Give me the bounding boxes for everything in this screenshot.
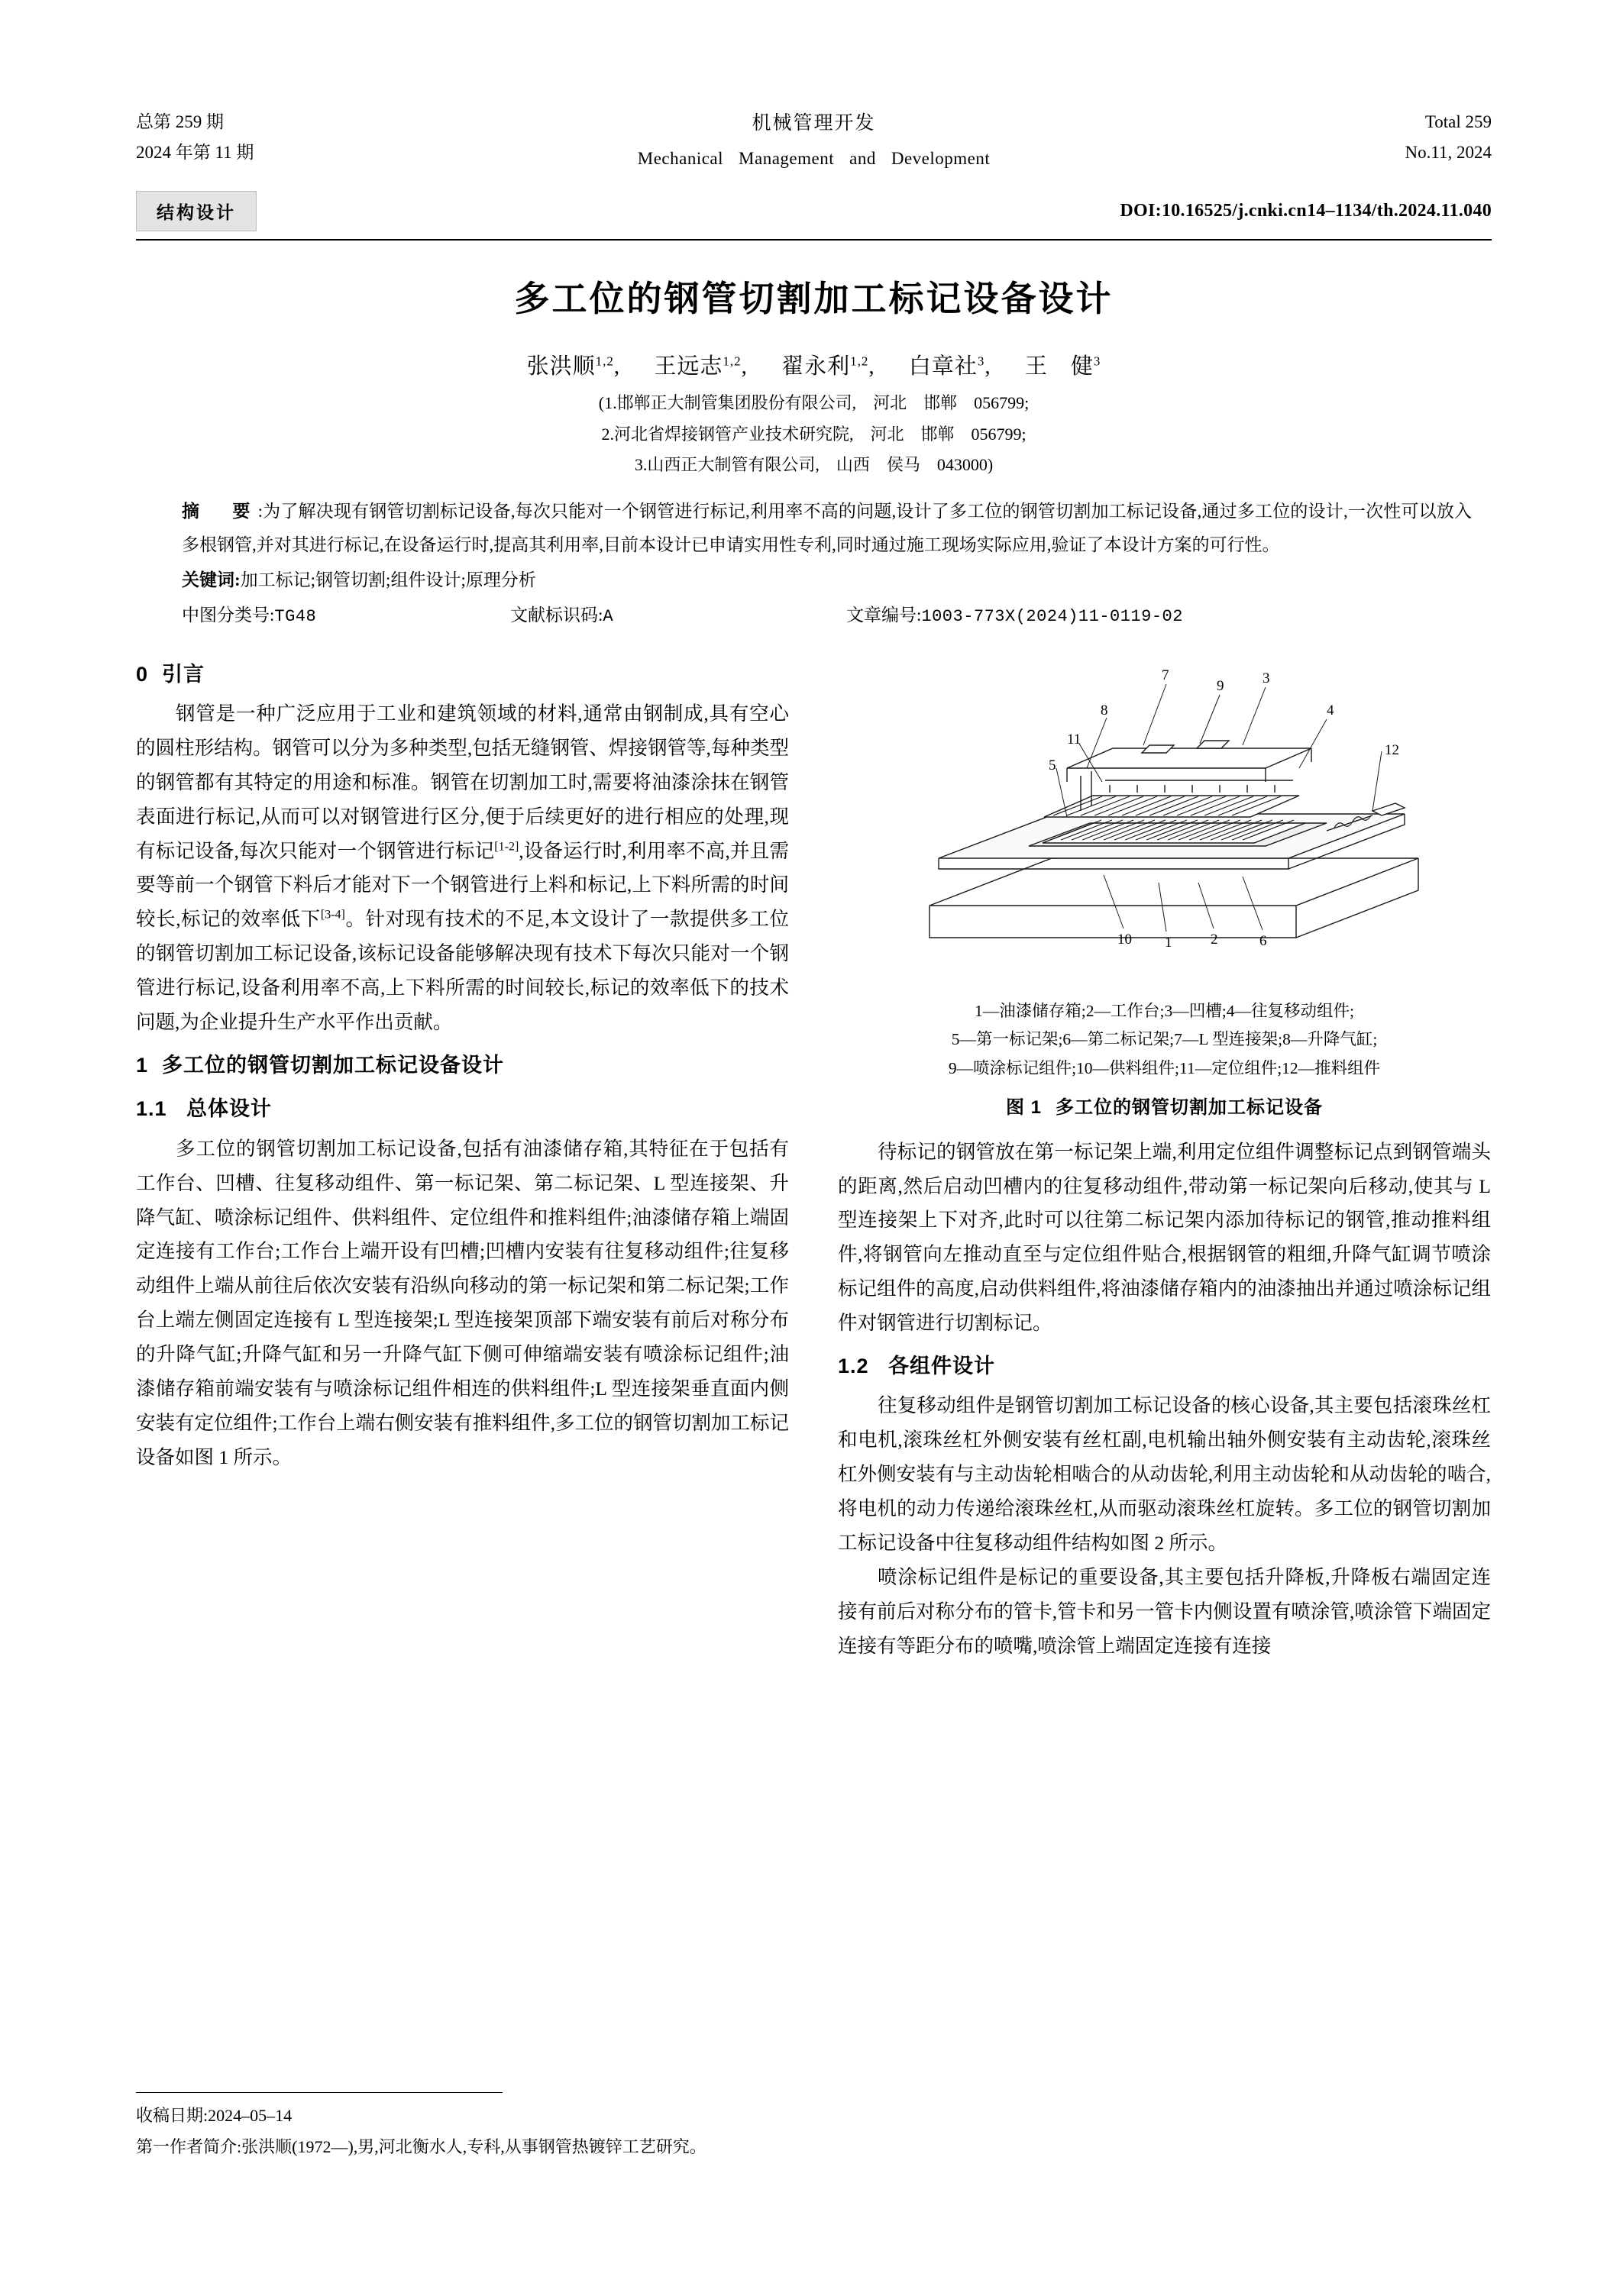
keywords-label: 关键词: (182, 570, 241, 590)
paragraph-intro (136, 697, 789, 1040)
figure-legend (838, 997, 1491, 1083)
citation-ref: [1-2] (494, 840, 519, 854)
author-item: 张洪顺$^{1,2}$, (526, 354, 621, 379)
keywords-block (136, 564, 1492, 597)
figure-legend-line: 9—喷涂标记组件;10—供料组件;11—定位组件;12—推料组件 (948, 1058, 1381, 1077)
left-column (136, 649, 789, 1664)
received-date (136, 2101, 789, 2132)
figure-number: 图 1 (1005, 1097, 1042, 1119)
journal-en-word-3: and (849, 148, 876, 168)
doc-code-value: A (603, 606, 614, 626)
author-name: 王 健 (1024, 354, 1094, 379)
section-title: 引言 (162, 662, 205, 686)
paragraph-overall-design: 多工位的钢管切割加工标记设备,包括有油漆储存箱,其特征在于包括有工作台、凹槽、往复移动组件、第一标记架、第二标记架、L 型连接架、升降气缸、喷涂标记组件、供料组件、定位组件和推料组件;油漆储存箱上端固定连接有工作台;工作台上端开设有凹槽;凹槽内安装有往复移动组件;往复移动组件上端从前往后依次安装有沿纵向移动的第一标记架和第二标记架;工作台上端左侧固定连接有 L 型连接架;L 型连接架顶部下端安装有前后对称分布的升降气缸;升降气缸和另一升降气缸下侧可伸缩端安装有喷涂标记组件;油漆储存箱前端安装有与喷涂标记组件相连的供料组件;L 型连接架垂直面内侧安装有定位组件;工作台上端右侧安装有推料组件,多工位的钢管切割加工标记设备如图 1 所示。 (136, 1137, 789, 1468)
author-affil-mark: 1,2 (723, 354, 742, 369)
affiliation-list (136, 388, 1492, 481)
equipment-diagram-svg (838, 654, 1491, 990)
author-affil-mark: 1,2 (595, 354, 614, 369)
right-column (838, 649, 1511, 1664)
figure-callout: 8 (1101, 702, 1108, 719)
author-item: 王远志$^{1,2}$, (654, 354, 748, 379)
author-name: 白章社 (908, 354, 978, 379)
author-name: 王远志 (654, 354, 723, 379)
citation-ref: [3-4] (320, 908, 345, 922)
clc-label: 中图分类号: (182, 605, 275, 625)
affiliation-line: 2.河北省焊接钢管产业技术研究院, 河北 邯郸 056799; (601, 424, 1026, 444)
running-head-right (1201, 107, 1492, 169)
author-name: 翟永利 (781, 354, 851, 379)
affiliation-line: (1.邯郸正大制管集团股份有限公司, 河北 邯郸 056799; (598, 393, 1030, 412)
page-title: 多工位的钢管切割加工标记设备设计 (514, 279, 1114, 318)
abstract-text: 为了解决现有钢管切割标记设备,每次只能对一个钢管进行标记,利用率不高的问题,设计了多工位的钢管切割加工标记设备,通过多工位的设计,一次性可以放入多根钢管,并对其进行标记,在设备运行时,提高其利用率,目前本设计已申请实用性专利,同时通过施工现场实际应用,验证了本设计方案的可行性。 (182, 502, 1473, 555)
author-item: 翟永利$^{1,2}$, (781, 354, 875, 379)
journal-name-cn: 机械管理开发 (752, 113, 876, 134)
figure-callout: 9 (1217, 677, 1224, 694)
paragraph-text: 钢管是一种广泛应用于工业和建筑领域的材料,通常由钢制成,具有空心的圆柱形结构。钢管可以分为多种类型,包括无缝钢管、焊接钢管等,每种类型的钢管都有其特定的用途和标准。钢管在切割加工时,需要将油漆涂抹在钢管表面进行标记,从而可以对钢管进行区分,便于后续更好的进行相应的处理,现有标记设备,每次只能对一个钢管进行标记 (136, 702, 789, 862)
figure-callout: 7 (1162, 667, 1169, 683)
received-date-value: 2024–05–14 (208, 2106, 293, 2125)
section-title: 多工位的钢管切割加工标记设备设计 (162, 1053, 504, 1077)
section-heading-1-2 (838, 1348, 1491, 1385)
figure-1-image (838, 654, 1491, 990)
figure-title: 多工位的钢管切割加工标记设备 (1056, 1097, 1323, 1119)
doc-code-label: 文献标识码: (510, 605, 603, 625)
author-bio-value: 张洪顺(1972—),男,河北衡水人,专科,从事钢管热镀锌工艺研究。 (241, 2136, 706, 2156)
figure-callout: 2 (1211, 931, 1218, 948)
figure-callout: 4 (1327, 702, 1334, 719)
journal-name-en (426, 144, 1201, 174)
author-item: 白章社$^3$, (908, 354, 991, 379)
section-title: 各组件设计 (888, 1354, 995, 1377)
section-heading-1 (136, 1048, 789, 1084)
footnote-block (136, 2092, 789, 2162)
author-name: 张洪顺 (526, 354, 596, 379)
figure-callout: 11 (1067, 731, 1081, 748)
abstract-label: 摘 要 (182, 502, 258, 522)
journal-en-word-2: Management (739, 148, 835, 168)
section-heading-0 (136, 657, 789, 693)
issue-number: No.11, 2024 (1405, 143, 1492, 163)
author-affil-mark: 3 (1093, 354, 1101, 369)
body-columns (136, 649, 1511, 1664)
author-bio-label: 第一作者简介: (136, 2136, 242, 2156)
author-list (136, 349, 1492, 380)
running-head-center (426, 107, 1201, 174)
running-head-left (136, 107, 426, 169)
page-content (136, 107, 1511, 1663)
doi-text: DOI:10.16525/j.cnki.cn14–1134/th.2024.11.040 (1120, 201, 1492, 221)
journal-en-word-4: Development (891, 148, 991, 168)
paragraph-text: ,设备运行时,利用率不高,并且需要等前一个钢管下料后才能对下一个钢管进行上料和标记,上下料所需的时间较长,标记的效率低下 (136, 839, 789, 931)
figure-callout: 3 (1263, 670, 1270, 686)
abstract-block (136, 495, 1492, 562)
affiliation-line: 3.山西正大制管有限公司, 山西 侯马 043000) (634, 455, 994, 475)
category-doi-row (136, 191, 1492, 231)
section-number: 1.1 (136, 1097, 167, 1121)
keywords-text: 加工标记;钢管切割;组件设计;原理分析 (240, 570, 536, 590)
doc-code-field (510, 601, 846, 626)
figure-callout: 12 (1385, 741, 1399, 758)
abstract-colon: : (257, 502, 263, 522)
section-number: 0 (136, 662, 149, 686)
figure-callout: 5 (1049, 757, 1056, 773)
figure-callout: 6 (1259, 932, 1267, 949)
figure-callout: 10 (1117, 931, 1132, 948)
article-id-label: 文章编号: (846, 605, 922, 625)
volume-line: 总第 259 期 (136, 112, 224, 131)
section-title: 总体设计 (186, 1097, 272, 1121)
figure-caption (838, 1092, 1491, 1124)
clc-value: TG48 (274, 606, 317, 626)
paragraph-operation: 待标记的钢管放在第一标记架上端,利用定位组件调整标记点到钢管端头的距离,然后启动凹槽内的往复移动组件,带动第一标记架向后移动,使其与 L 型连接架上下对齐,此时可以往第二标记架内添加待标记的钢管,推动推料组件,将钢管向左推动直至与定位组件贴合,根据钢管的粗细,升降气缸调节喷涂标记组件的高度,启动供料组件,将油漆储存箱内的油漆抽出并通过喷涂标记组件对钢管进行切割标记。 (838, 1140, 1491, 1335)
article-id-value: 1003-773X(2024)11-0119-02 (921, 606, 1183, 626)
clc-field (182, 601, 510, 626)
paragraph-reciprocating-assembly: 往复移动组件是钢管切割加工标记设备的核心设备,其主要包括滚珠丝杠和电机,滚珠丝杠外侧安装有丝杠副,电机输出轴外侧安装有主动齿轮,滚珠丝杠外侧安装有与主动齿轮相啮合的从动齿轮,利用主动齿轮和从动齿轮的啮合, 将电机的动力传递给滚珠丝杠,从而驱动滚珠丝杠旋转。多工位的钢管切割加工标记设备中往复移动组件结构如图 2 所示。 (838, 1394, 1511, 1554)
classification-row (136, 601, 1492, 626)
category-badge: 结构设计 (136, 191, 257, 231)
paragraph-text: 。针对现有技术的不足,本文设计了一款提供多工位的钢管切割加工标记设备,该标记设备能够解决现有技术下每次只能对一个钢管进行标记,设备利用率不高,上下料所需的时间较长,标记的效率低下的技术问题,为企业提升生产水平作出贡献。 (136, 908, 789, 1033)
author-bio (136, 2132, 789, 2163)
running-head (136, 107, 1492, 174)
journal-en-word-1: Mechanical (637, 148, 724, 168)
issue-line: 2024 年第 11 期 (136, 143, 254, 163)
author-affil-mark: 3 (977, 354, 985, 369)
received-date-label: 收稿日期: (136, 2106, 209, 2125)
article-id-field (846, 601, 1492, 626)
author-item (1025, 354, 1101, 379)
figure-1 (838, 654, 1491, 1125)
figure-legend-line: 1—油漆储存箱;2—工作台;3—凹槽;4—往复移动组件; (975, 1001, 1354, 1020)
header-divider (136, 239, 1492, 241)
figure-legend-line: 5—第一标记架;6—第二标记架;7—L 型连接架;8—升降气缸; (951, 1030, 1378, 1049)
footnote-divider (136, 2092, 503, 2093)
section-number: 1.2 (838, 1354, 869, 1377)
figure-callout: 1 (1165, 934, 1172, 951)
section-number: 1 (136, 1053, 149, 1077)
author-affil-mark: 1,2 (850, 354, 869, 369)
section-heading-1-1 (136, 1091, 789, 1128)
total-issue: Total 259 (1424, 112, 1492, 131)
paragraph-spray-assembly: 喷涂标记组件是标记的重要设备,其主要包括升降板,升降板右端固定连接有前后对称分布的管卡,管卡和另一管卡内侧设置有喷涂管,喷涂管下端固定连接有等距分布的喷嘴,喷涂管上端固定连接有连接 (838, 1565, 1491, 1657)
